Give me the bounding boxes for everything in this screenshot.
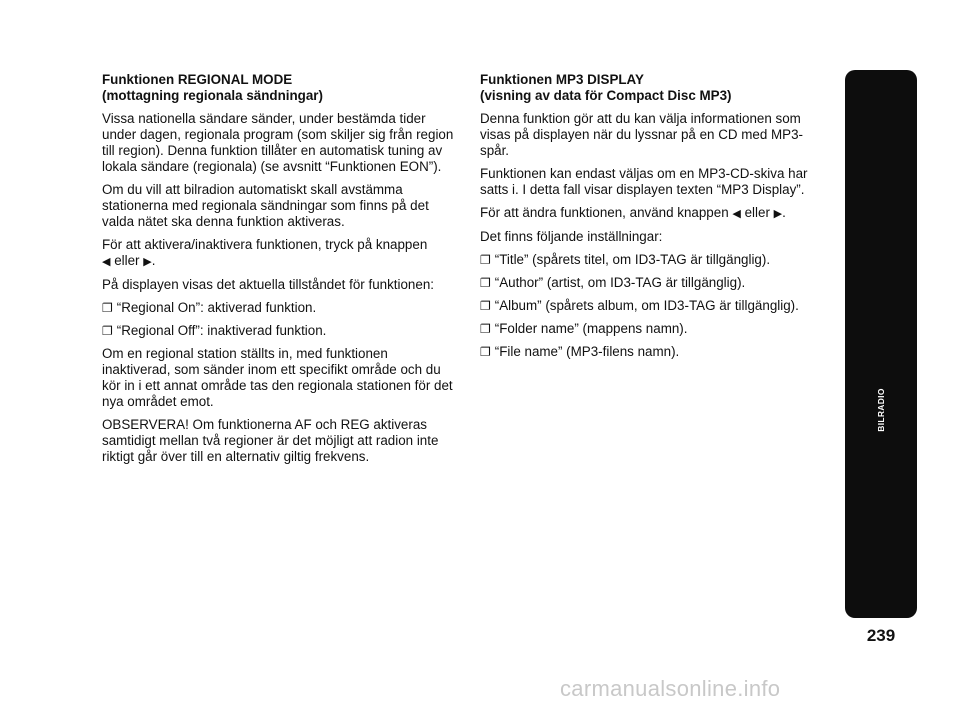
paragraph: Funktionen kan endast väljas om en MP3-CD-skiva har satts i. I detta fall visar displayen texten “MP3 Display”. <box>480 166 808 197</box>
paragraph: På displayen visas det aktuella tillståndet för funktionen: <box>102 277 434 292</box>
chapter-tab <box>845 70 917 618</box>
instruction-text: För att aktivera/inaktivera funktionen, tryck på knappen <box>102 237 428 252</box>
checkbox-icon: ❐ <box>102 301 113 315</box>
heading-line: Funktionen MP3 DISPLAY <box>480 72 644 87</box>
page-number: 239 <box>866 626 896 645</box>
arrow-left-icon: ◀ <box>102 256 111 268</box>
paragraph: Om du vill att bilradion automatiskt skall avstämma stationerna med regionala sändningar som finns på det valda nätet ska denna funktion aktiveras. <box>102 182 429 229</box>
list-item <box>480 344 830 360</box>
instruction-or: eller <box>744 205 770 220</box>
list-item-text: “File name” (MP3-filens namn). <box>494 344 680 359</box>
paragraph: Om en regional station ställts in, med funktionen inaktiverad, som sänder inom ett specifikt område och du kör in i ett annat område tas den regionala stationen för det nya området emot. <box>102 346 453 409</box>
list-item-text: “Regional Off”: inaktiverad funktion. <box>116 323 327 338</box>
paragraph: Denna funktion gör att du kan välja informationen som visas på displayen när du lyssnar på en CD med MP3-spår. <box>480 111 804 158</box>
section-heading-mp3-display <box>480 72 830 104</box>
checkbox-icon: ❐ <box>480 345 491 359</box>
watermark: carmanualsonline.info <box>560 676 781 701</box>
list-item <box>480 321 830 337</box>
heading-line: (visning av data för Compact Disc MP3) <box>480 88 732 103</box>
paragraph: Vissa nationella sändare sänder, under bestämda tider under dagen, regionala program (som skiljer sig från region till region). Denna funktion tillåter en automatisk tuning av lokala sändare (regionala) (se avsnitt “Funktionen EON”). <box>102 111 454 174</box>
instruction-or: eller <box>114 253 140 268</box>
left-column <box>102 72 458 472</box>
list-item-text: “Regional On”: aktiverad funktion. <box>116 300 317 315</box>
instruction-end: . <box>151 253 156 268</box>
paragraph: Det finns följande inställningar: <box>480 229 663 244</box>
checkbox-icon: ❐ <box>480 253 491 267</box>
checkbox-icon: ❐ <box>480 276 491 290</box>
list-item <box>480 275 830 291</box>
checkbox-icon: ❐ <box>102 324 113 338</box>
list-item-text: “Album” (spårets album, om ID3-TAG är tillgänglig). <box>494 298 799 313</box>
heading-line: Funktionen REGIONAL MODE <box>102 72 293 87</box>
right-column <box>480 72 830 367</box>
paragraph-instruction <box>102 237 458 270</box>
section-heading-regional-mode <box>102 72 458 104</box>
list-item-text: “Folder name” (mappens namn). <box>494 321 688 336</box>
arrow-right-icon: ▶ <box>773 208 783 220</box>
heading-line: (mottagning regionala sändningar) <box>102 88 323 103</box>
arrow-left-icon: ◀ <box>732 208 741 220</box>
checkbox-icon: ❐ <box>480 299 491 313</box>
list-item <box>480 298 830 314</box>
list-item <box>102 300 458 316</box>
list-item <box>102 323 458 339</box>
paragraph-instruction <box>480 205 830 222</box>
list-item <box>480 252 830 268</box>
chapter-tab-label: BILRADIO <box>876 388 886 432</box>
paragraph-note: OBSERVERA! Om funktionerna AF och REG aktiveras samtidigt mellan två regioner är det möjligt att radion inte riktigt går över till en alternativ giltig frekvens. <box>102 417 439 464</box>
checkbox-icon: ❐ <box>480 322 491 336</box>
list-item-text: “Title” (spårets titel, om ID3-TAG är tillgänglig). <box>494 252 771 267</box>
arrow-right-icon: ▶ <box>143 256 152 268</box>
instruction-end: . <box>782 205 786 220</box>
instruction-text: För att ändra funktionen, använd knappen <box>480 205 729 220</box>
list-item-text: “Author” (artist, om ID3-TAG är tillgänglig). <box>494 275 746 290</box>
